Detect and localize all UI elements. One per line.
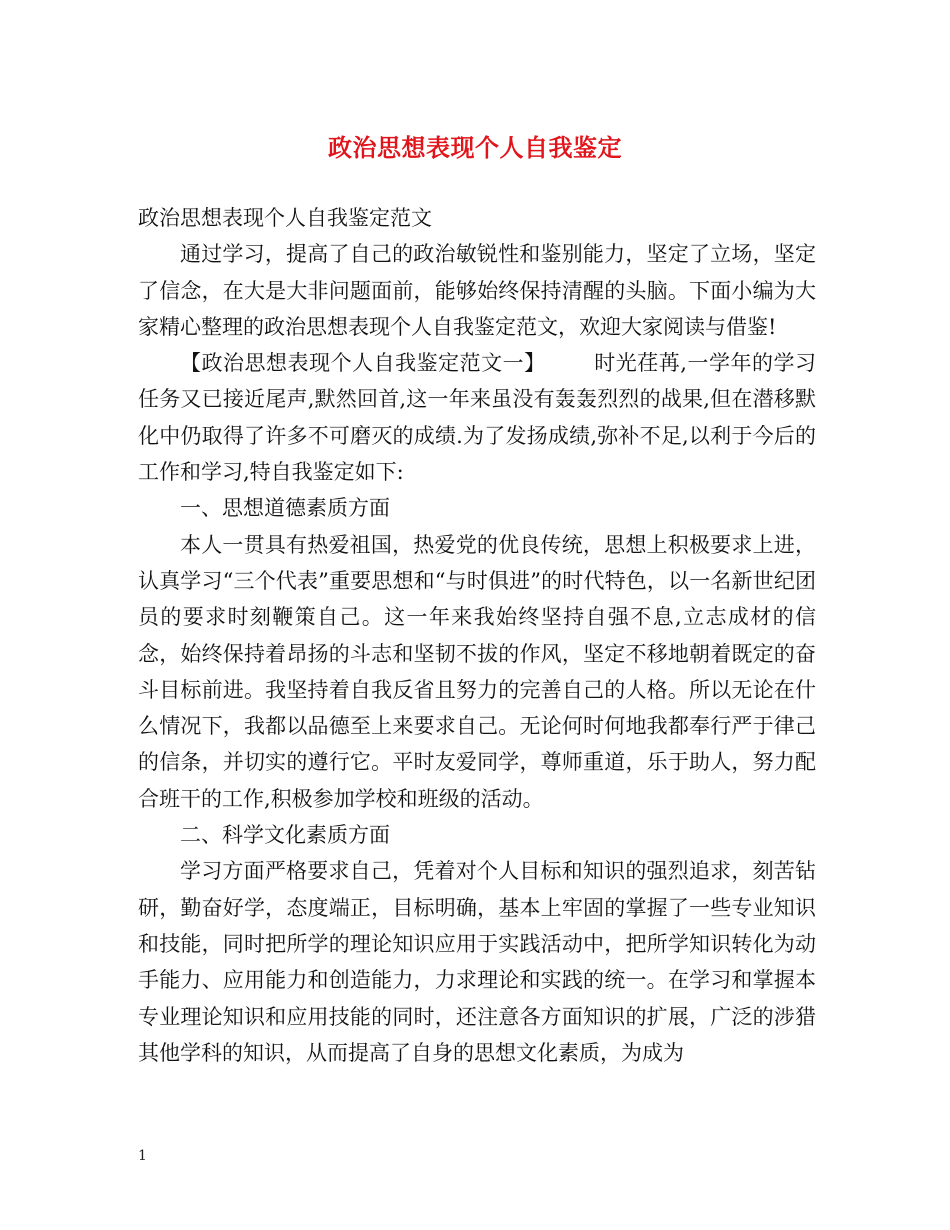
paragraph-moral-quality: 本人一贯具有热爱祖国，热爱党的优良传统，思想上积极要求上进，认真学习“三个代表”重要思想和“与时俱进”的时代特色，以一名新世纪团员的要求时刻鞭策自己。这一年来我始终坚持自强不息,立志成材的信念，始终保持着昂扬的斗志和坚韧不拔的作风，坚定不移地朝着既定的奋斗目标前进。我坚持着自我反省且努力的完善自己的人格。所以无论在什么情况下，我都以品德至上来要求自己。无论何时何地我都奉行严于律己的信条，并切实的遵行它。平时友爱同学，尊师重道，乐于助人，努力配合班干的工作,积极参加学校和班级的活动。 [138, 532, 816, 811]
subtitle-line: 政治思想表现个人自我鉴定范文 [138, 206, 432, 230]
heading-moral-quality: 一、思想道德素质方面 [180, 496, 390, 521]
page-number: 1 [138, 1148, 147, 1164]
document-title: 政治思想表现个人自我鉴定 [328, 133, 622, 162]
section-intro-text: 时光荏苒,一学年的学习任务又已接近尾声,默然回首,这一年来虽没有轰轰烈烈的战果,但在潜移默化中仍取得了许多不可磨灭的成绩.为了发扬成绩,弥补不足,以利于今后的工作和学习,特自我鉴定如下: [138, 351, 817, 485]
intro-paragraph: 通过学习，提高了自己的政治敏锐性和鉴别能力，坚定了立场，坚定了信念，在大是大非问题面前，能够始终保持清醒的头脑。下面小编为大家精心整理的政治思想表现个人自我鉴定范文，欢迎大家阅读与借鉴! [138, 242, 816, 339]
section-paragraph [138, 345, 816, 490]
heading-science-culture: 二、科学文化素质方面 [180, 823, 390, 848]
section-label: 【政治思想表现个人自我鉴定范文一】 [180, 351, 546, 376]
paragraph-science-culture: 学习方面严格要求自己，凭着对个人目标和知识的强烈追求，刻苦钻研，勤奋好学，态度端正，目标明确，基本上牢固的掌握了一些专业知识和技能，同时把所学的理论知识应用于实践活动中，把所学知识转化为动手能力、应用能力和创造能力，力求理论和实践的统一。在学习和掌握本专业理论知识和应用技能的同时，还注意各方面知识的扩展，广泛的涉猎其他学科的知识，从而提高了自身的思想文化素质，为成为 [138, 859, 816, 1065]
document-body [138, 200, 816, 1071]
